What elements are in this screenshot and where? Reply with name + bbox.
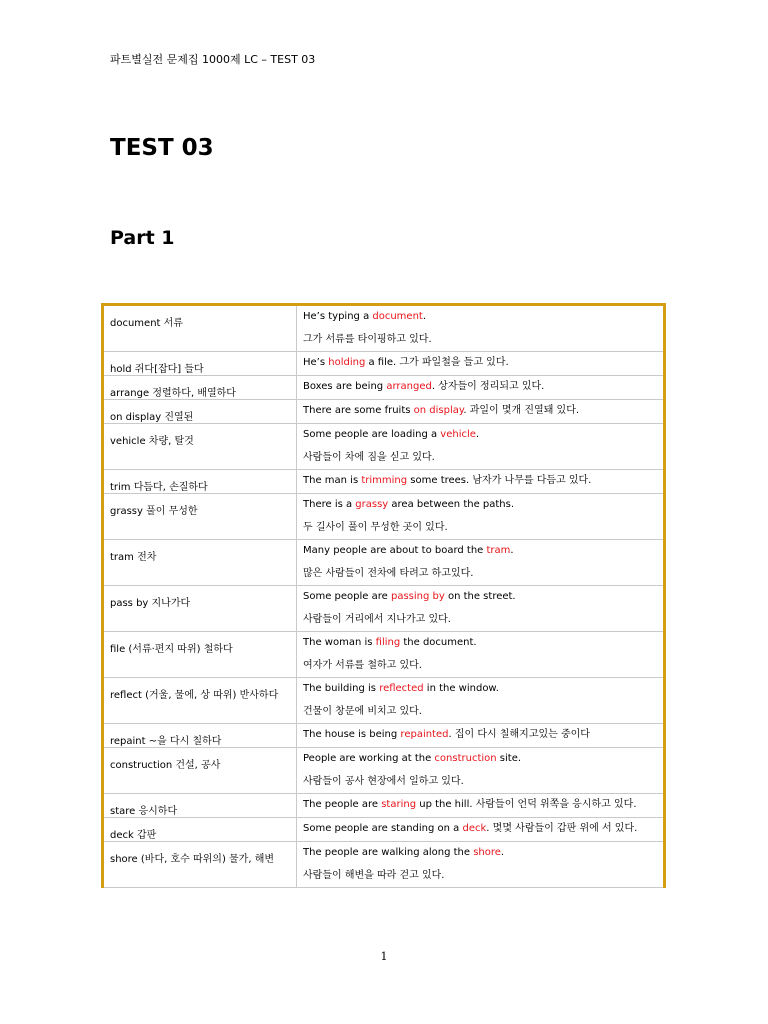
highlighted-keyword: document bbox=[372, 311, 423, 322]
example-text: . 집이 다시 칠해지고있는 중이다 bbox=[448, 729, 590, 740]
table-row bbox=[104, 748, 663, 794]
highlighted-keyword: on display bbox=[413, 405, 464, 416]
example-text: The house is being bbox=[303, 729, 401, 740]
highlighted-keyword: trimming bbox=[361, 475, 408, 486]
example-text: Boxes are being bbox=[303, 381, 387, 392]
example-text: Some people are standing on a bbox=[303, 823, 463, 834]
example-text: 사람들이 해변을 따라 걷고 있다. bbox=[303, 869, 445, 881]
example-text: Some people are bbox=[303, 591, 391, 602]
example-sentence-cell bbox=[297, 352, 664, 376]
example-line bbox=[303, 609, 663, 632]
vocab-word: tram 전차 bbox=[104, 540, 297, 586]
example-text: He’s typing a bbox=[303, 311, 373, 322]
example-text: . bbox=[422, 311, 427, 322]
example-line bbox=[303, 494, 663, 517]
vocab-word: stare 응시하다 bbox=[104, 794, 297, 818]
vocab-word: grassy 풀이 무성한 bbox=[104, 494, 297, 540]
example-text: 그가 서류를 타이핑하고 있다. bbox=[303, 333, 432, 345]
example-text: 사람들이 공사 현장에서 일하고 있다. bbox=[303, 775, 464, 787]
example-sentence-cell bbox=[297, 494, 664, 540]
example-sentence-cell bbox=[297, 470, 664, 494]
example-text: 여자가 서류를 철하고 있다. bbox=[303, 659, 422, 671]
example-line bbox=[303, 447, 663, 470]
example-line bbox=[303, 329, 663, 352]
table-row bbox=[104, 540, 663, 586]
example-line bbox=[303, 771, 663, 794]
table-row bbox=[104, 470, 663, 494]
example-text: site. bbox=[496, 753, 522, 764]
highlighted-keyword: shore bbox=[473, 847, 501, 858]
example-sentence-cell bbox=[297, 400, 664, 424]
example-text: some trees. 남자가 나무를 다듬고 있다. bbox=[407, 475, 592, 486]
highlighted-keyword: deck bbox=[462, 823, 487, 834]
example-line bbox=[303, 376, 663, 399]
highlighted-keyword: grassy bbox=[355, 499, 389, 510]
example-text: There are some fruits bbox=[303, 405, 414, 416]
example-text: 두 길사이 풀이 무성한 곳이 있다. bbox=[303, 521, 448, 533]
example-line bbox=[303, 701, 663, 724]
example-text: area between the paths. bbox=[388, 499, 515, 510]
table-row bbox=[104, 794, 663, 818]
highlighted-keyword: staring bbox=[381, 799, 417, 810]
example-sentence-cell bbox=[297, 306, 664, 352]
example-text: . bbox=[510, 545, 514, 556]
example-line bbox=[303, 306, 663, 329]
example-line bbox=[303, 865, 663, 888]
example-text: . 몇몇 사람들이 갑판 위에 서 있다. bbox=[486, 823, 638, 834]
example-text: in the window. bbox=[423, 683, 499, 694]
example-text: . bbox=[475, 429, 480, 440]
example-sentence-cell bbox=[297, 586, 664, 632]
highlighted-keyword: holding bbox=[328, 357, 366, 368]
running-header: 파트별실전 문제집 1000제 LC – TEST 03 bbox=[110, 53, 316, 66]
example-line bbox=[303, 517, 663, 540]
vocab-word: file (서류·편지 따위) 철하다 bbox=[104, 632, 297, 678]
example-text: . 상자들이 정리되고 있다. bbox=[431, 381, 545, 392]
vocab-word: trim 다듬다, 손질하다 bbox=[104, 470, 297, 494]
table-row bbox=[104, 678, 663, 724]
example-text: The people are bbox=[303, 799, 382, 810]
vocab-word: deck 갑판 bbox=[104, 818, 297, 842]
example-line bbox=[303, 632, 663, 655]
example-text: The man is bbox=[303, 475, 362, 486]
vocab-word: repaint ~을 다시 칠하다 bbox=[104, 724, 297, 748]
highlighted-keyword: passing by bbox=[390, 591, 445, 602]
table-row bbox=[104, 818, 663, 842]
example-line bbox=[303, 748, 663, 771]
example-line bbox=[303, 794, 663, 817]
example-sentence-cell bbox=[297, 632, 664, 678]
table-row bbox=[104, 376, 663, 400]
vocab-word: vehicle 차량, 탈것 bbox=[104, 424, 297, 470]
highlighted-keyword: vehicle bbox=[440, 429, 476, 440]
example-line bbox=[303, 352, 663, 375]
example-text: People are working at the bbox=[303, 753, 435, 764]
highlighted-keyword: repainted bbox=[400, 729, 449, 740]
vocab-word: pass by 지나가다 bbox=[104, 586, 297, 632]
table-row bbox=[104, 400, 663, 424]
vocab-word: hold 쥐다[잡다] 들다 bbox=[104, 352, 297, 376]
example-line bbox=[303, 586, 663, 609]
example-line bbox=[303, 563, 663, 586]
highlighted-keyword: reflected bbox=[379, 683, 424, 694]
vocabulary-table bbox=[104, 306, 663, 888]
vocabulary-table-box bbox=[101, 303, 666, 888]
example-line bbox=[303, 540, 663, 563]
example-sentence-cell bbox=[297, 540, 664, 586]
example-sentence-cell bbox=[297, 376, 664, 400]
example-line bbox=[303, 655, 663, 678]
example-text: The building is bbox=[303, 683, 380, 694]
example-line bbox=[303, 842, 663, 865]
example-line bbox=[303, 678, 663, 701]
test-title: TEST 03 bbox=[110, 135, 214, 161]
part-heading: Part 1 bbox=[110, 227, 175, 249]
vocab-word: reflect (거울, 물에, 상 따위) 반사하다 bbox=[104, 678, 297, 724]
table-row bbox=[104, 632, 663, 678]
vocabulary-table-body bbox=[104, 306, 663, 888]
vocab-word: arrange 정렬하다, 배열하다 bbox=[104, 376, 297, 400]
example-text: The woman is bbox=[303, 637, 376, 648]
vocab-word: on display 진열된 bbox=[104, 400, 297, 424]
example-text: Some people are loading a bbox=[303, 429, 441, 440]
example-text: 많은 사람들이 전차에 타려고 하고있다. bbox=[303, 567, 474, 579]
example-text: Many people are about to board the bbox=[303, 545, 487, 556]
example-text: 건물이 창문에 비치고 있다. bbox=[303, 705, 422, 717]
example-text: There is a bbox=[303, 499, 356, 510]
highlighted-keyword: arranged bbox=[386, 381, 432, 392]
example-sentence-cell bbox=[297, 424, 664, 470]
vocab-word: shore (바다, 호수 따위의) 물가, 해변 bbox=[104, 842, 297, 888]
table-row bbox=[104, 306, 663, 352]
example-text: a file. 그가 파일철을 들고 있다. bbox=[365, 357, 509, 368]
example-line bbox=[303, 818, 663, 841]
example-sentence-cell bbox=[297, 748, 664, 794]
example-sentence-cell bbox=[297, 842, 664, 888]
vocab-word: document 서류 bbox=[104, 306, 297, 352]
example-line bbox=[303, 400, 663, 423]
table-row bbox=[104, 586, 663, 632]
example-text: . bbox=[500, 847, 505, 858]
vocab-word: construction 건설, 공사 bbox=[104, 748, 297, 794]
table-row bbox=[104, 724, 663, 748]
example-text: 사람들이 거리에서 지나가고 있다. bbox=[303, 613, 451, 625]
table-row bbox=[104, 494, 663, 540]
example-line bbox=[303, 470, 663, 493]
page-number: 1 bbox=[380, 950, 388, 963]
table-row bbox=[104, 352, 663, 376]
example-text: 사람들이 차에 짐을 싣고 있다. bbox=[303, 451, 435, 463]
example-text: The people are walking along the bbox=[303, 847, 474, 858]
example-sentence-cell bbox=[297, 818, 664, 842]
example-text: He’s bbox=[303, 357, 329, 368]
example-sentence-cell bbox=[297, 678, 664, 724]
highlighted-keyword: construction bbox=[434, 753, 497, 764]
example-line bbox=[303, 724, 663, 747]
table-row bbox=[104, 424, 663, 470]
highlighted-keyword: filing bbox=[375, 637, 401, 648]
example-sentence-cell bbox=[297, 794, 664, 818]
highlighted-keyword: tram bbox=[486, 545, 511, 556]
example-text: the document. bbox=[400, 637, 477, 648]
example-text: on the street. bbox=[444, 591, 516, 602]
example-text: up the hill. 사람들이 언덕 위쪽을 응시하고 있다. bbox=[416, 799, 637, 810]
example-line bbox=[303, 424, 663, 447]
example-text: . 과일이 몇개 진열돼 있다. bbox=[463, 405, 580, 416]
example-sentence-cell bbox=[297, 724, 664, 748]
table-row bbox=[104, 842, 663, 888]
